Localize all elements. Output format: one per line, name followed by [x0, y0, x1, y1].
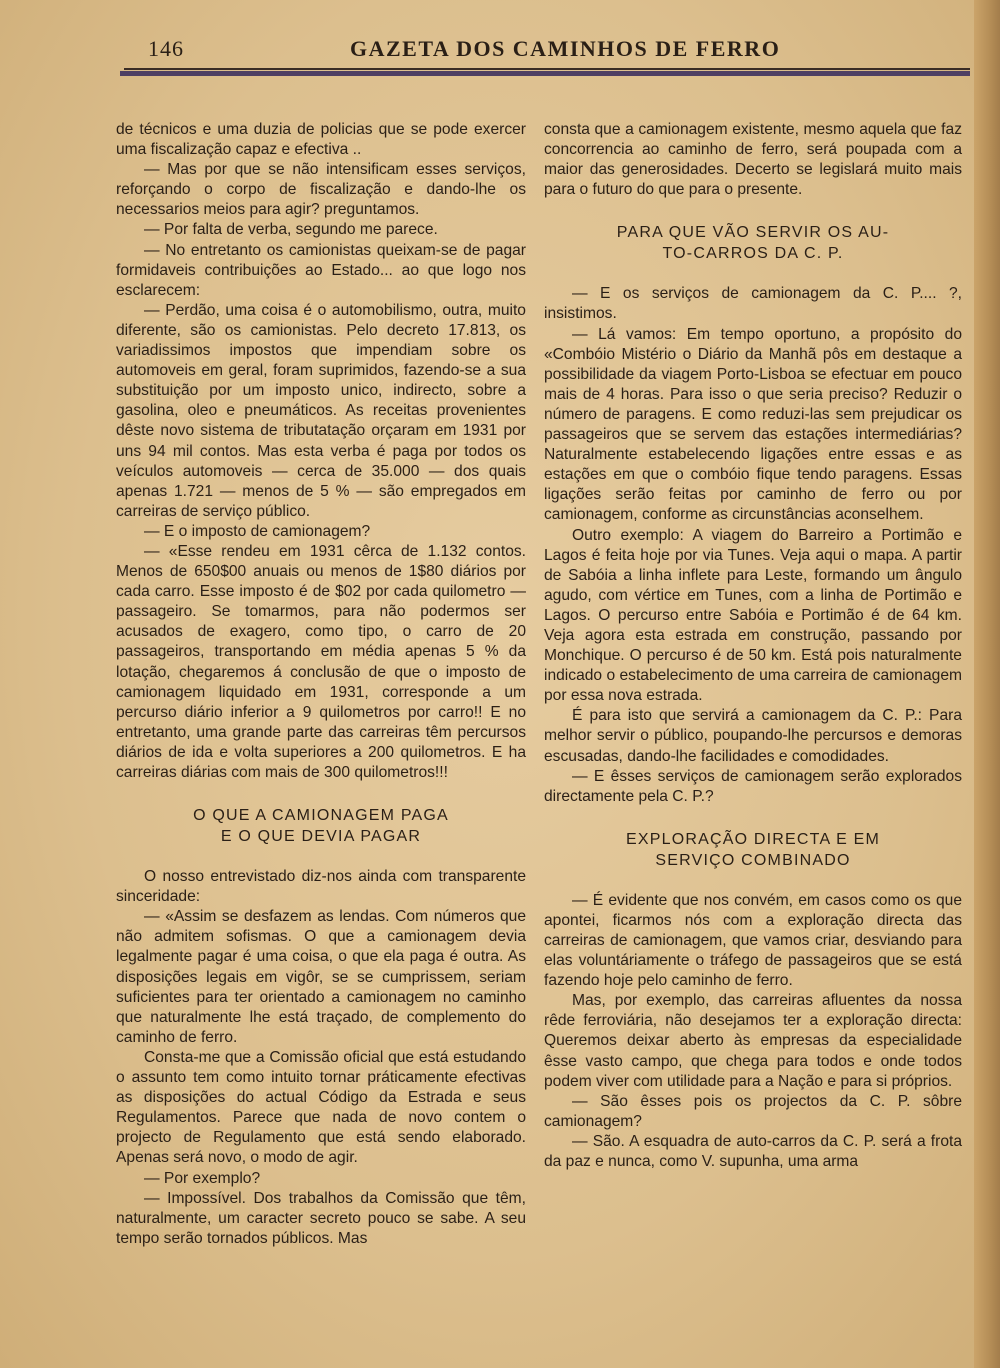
section-heading — [544, 829, 962, 871]
header-rule-thick — [120, 71, 970, 76]
heading-line: EXPLORAÇÃO DIRECTA E EM — [625, 830, 881, 848]
page-edge-shadow — [974, 0, 1000, 1368]
paragraph: — E os serviços de camionagem da C. P.... ?, insistimos. — [544, 285, 962, 323]
paragraph: — Perdão, uma coisa é o automobilismo, outra, muito diferente, são os camionistas. Pelo decreto 17.813, os variadissimos impostos que impendiam sobre os automoveis em geral, foram suprimidos, fazendo-se a sua substituição por um imposto unico, indirecto, sobre a gasolina, oleo e pneumáticos. As receitas provenientes dêste novo sistema de tributatação orçaram em 1931 por uns 94 mil contos. Mas esta verba é paga por todos os veículos automoveis — cerca de 35.000 — dos quais apenas 1.721 — menos de 5 % — são empregados em carreiras de serviço público. — [116, 301, 526, 520]
right-column — [544, 120, 962, 1172]
paragraph: — Por falta de verba, segundo me parece. — [144, 221, 438, 239]
paragraph: — No entretanto os camionistas queixam-se de pagar formidaveis contribuições ao Estado... ao que logo nos esclarecem: — [116, 241, 526, 299]
paragraph: É para isto que servirá a camionagem da C. P.: Para melhor servir o público, poupando-lhe percursos e demoras escusadas, dando-lhe facilidades e comodidades. — [544, 707, 962, 765]
paragraph: — Por exemplo? — [144, 1169, 261, 1187]
heading-line: O QUE A CAMIONAGEM PAGA — [193, 807, 449, 825]
paragraph: — São. A esquadra de auto-carros da C. P. será a frota da paz e nunca, como V. supunha, uma arma — [544, 1132, 962, 1171]
paragraph: de técnicos e uma duzia de policias que se pode exercer uma fiscalização capaz e efectiva .. — [116, 121, 526, 159]
heading-line: E O QUE DEVIA PAGAR — [220, 828, 422, 846]
page-number: 146 — [148, 36, 184, 61]
paragraph: Consta-me que a Comissão oficial que está estudando o assunto tem como intuito tornar práticamente efectivas as disposições do actual Código da Estrada e seus Regulamentos. Parece que nada de novo contem o projecto de Regulamento que está sendo elaborado. Apenas será novo, o modo de agir. — [116, 1048, 526, 1167]
heading-line: SERVIÇO COMBINADO — [655, 851, 851, 869]
paragraph: O nosso entrevistado diz-nos ainda com transparente sinceridade: — [116, 868, 526, 906]
left-column — [116, 120, 526, 1249]
heading-line: PARA QUE VÃO SERVIR OS AU- — [616, 224, 890, 242]
paragraph: — «Assim se desfazem as lendas. Com números que não admitem sofismas. O que a camionagem devia legalmente pagar é uma coisa, o que ela paga é outra. As disposições legais em vigôr, se se cumprissem, seriam suficientes para ter orientado a camionagem no caminho que naturalmente lhe está traçado, de complemento do caminho de ferro. — [116, 908, 526, 1046]
paragraph: Mas, por exemplo, das carreiras afluentes da nossa rêde ferroviária, não desejamos ter a exploração directa: Queremos deixar aberto às empresas da especialidade êsse vasto campo, que chega para todos e onde todos podem viver com utilidade para a Nação e para si próprios. — [544, 992, 962, 1090]
paragraph: consta que a camionagem existente, mesmo aquela que faz concorrencia ao caminho de ferro, será poupada com a maior das generosidades. Decerto se legislará muito mais para o futuro do que para o presente. — [544, 121, 962, 199]
section-heading — [116, 805, 526, 847]
heading-line: TO-CARROS DA C. P. — [662, 245, 844, 263]
paragraph: — «Esse rendeu em 1931 cêrca de 1.132 contos. Menos de 650$00 anuais ou menos de 1$80 diários por cada carro. Esse imposto é de $02 por cada quilometro — passageiro. Se tomarmos, para não podermos ser acusados de exagero, como tipo, o carro de 20 passageiros, transportando em média apenas 5 % da lotação, chegaremos á conclusão de que o imposto de camionagem liquidado em 1931, corresponde a um percurso diário inferior a 9 quilometros por carro!! E no entretanto, uma grande parte das carreiras têm percursos diários de ida e volta superiores a 200 quilometros. E ha carreiras diárias com mais de 300 quilometros!!! — [116, 542, 526, 781]
paragraph: — É evidente que nos convém, em casos como os que apontei, ficarmos nós com a exploração directa das carreiras de camionagem, que vamos criar, desviando para elas voluntáriamente o tráfego de passageiros que se está fazendo hoje pelo caminho de ferro. — [544, 891, 962, 990]
paragraph: — E êsses serviços de camionagem serão explorados directamente pela C. P.? — [544, 767, 962, 805]
section-heading — [544, 222, 962, 264]
publication-title: GAZETA DOS CAMINHOS DE FERRO — [350, 36, 781, 61]
paragraph: — Impossível. Dos trabalhos da Comissão que têm, naturalmente, um caracter secreto pouco se sabe. A seu tempo serão tornados públicos. Mas — [116, 1189, 526, 1247]
paragraph: — São êsses pois os projectos da C. P. sôbre camionagem? — [544, 1092, 962, 1130]
paragraph: — Lá vamos: Em tempo oportuno, a propósito do «Combóio Mistério o Diário da Manhã pôs em destaque a possibilidade da viagem Porto-Lisboa se efectuar em pouco mais de 4 horas. Para isso o que seria preciso? Reduzir o número de paragens. E como reduzi-las sem prejudicar os passageiros que se servem das estações intermediárias? Naturalmente estabelecendo ligações entre essas e as estações em que o combóio fique tendo paragens. Essas ligações serão feitas por caminho de ferro ou por camionagem, conforme as circunstâncias aconselhem. — [544, 325, 962, 524]
paragraph: — Mas por que se não intensificam esses serviços, reforçando o corpo de fiscalização e dando-lhe os necessarios meios para agir? preguntamos. — [116, 161, 526, 219]
paragraph: — E o imposto de camionagem? — [144, 522, 371, 540]
header-rule-thin — [124, 68, 970, 70]
paragraph: Outro exemplo: A viagem do Barreiro a Portimão e Lagos é feita hoje por via Tunes. Veja aqui o mapa. A partir de Sabóia a linha inflete para Leste, formando um ângulo agudo, com vértice em Tunes, com a linha de Portimão e Lagos. O percurso entre Sabóia e Portimão é de 64 km. Veja agora esta estrada em construção, passando por Monchique. O percurso é de 50 km. Está pois naturalmente indicado o estabelecimento de uma carreira de camionagem por essa nova estrada. — [544, 526, 962, 705]
